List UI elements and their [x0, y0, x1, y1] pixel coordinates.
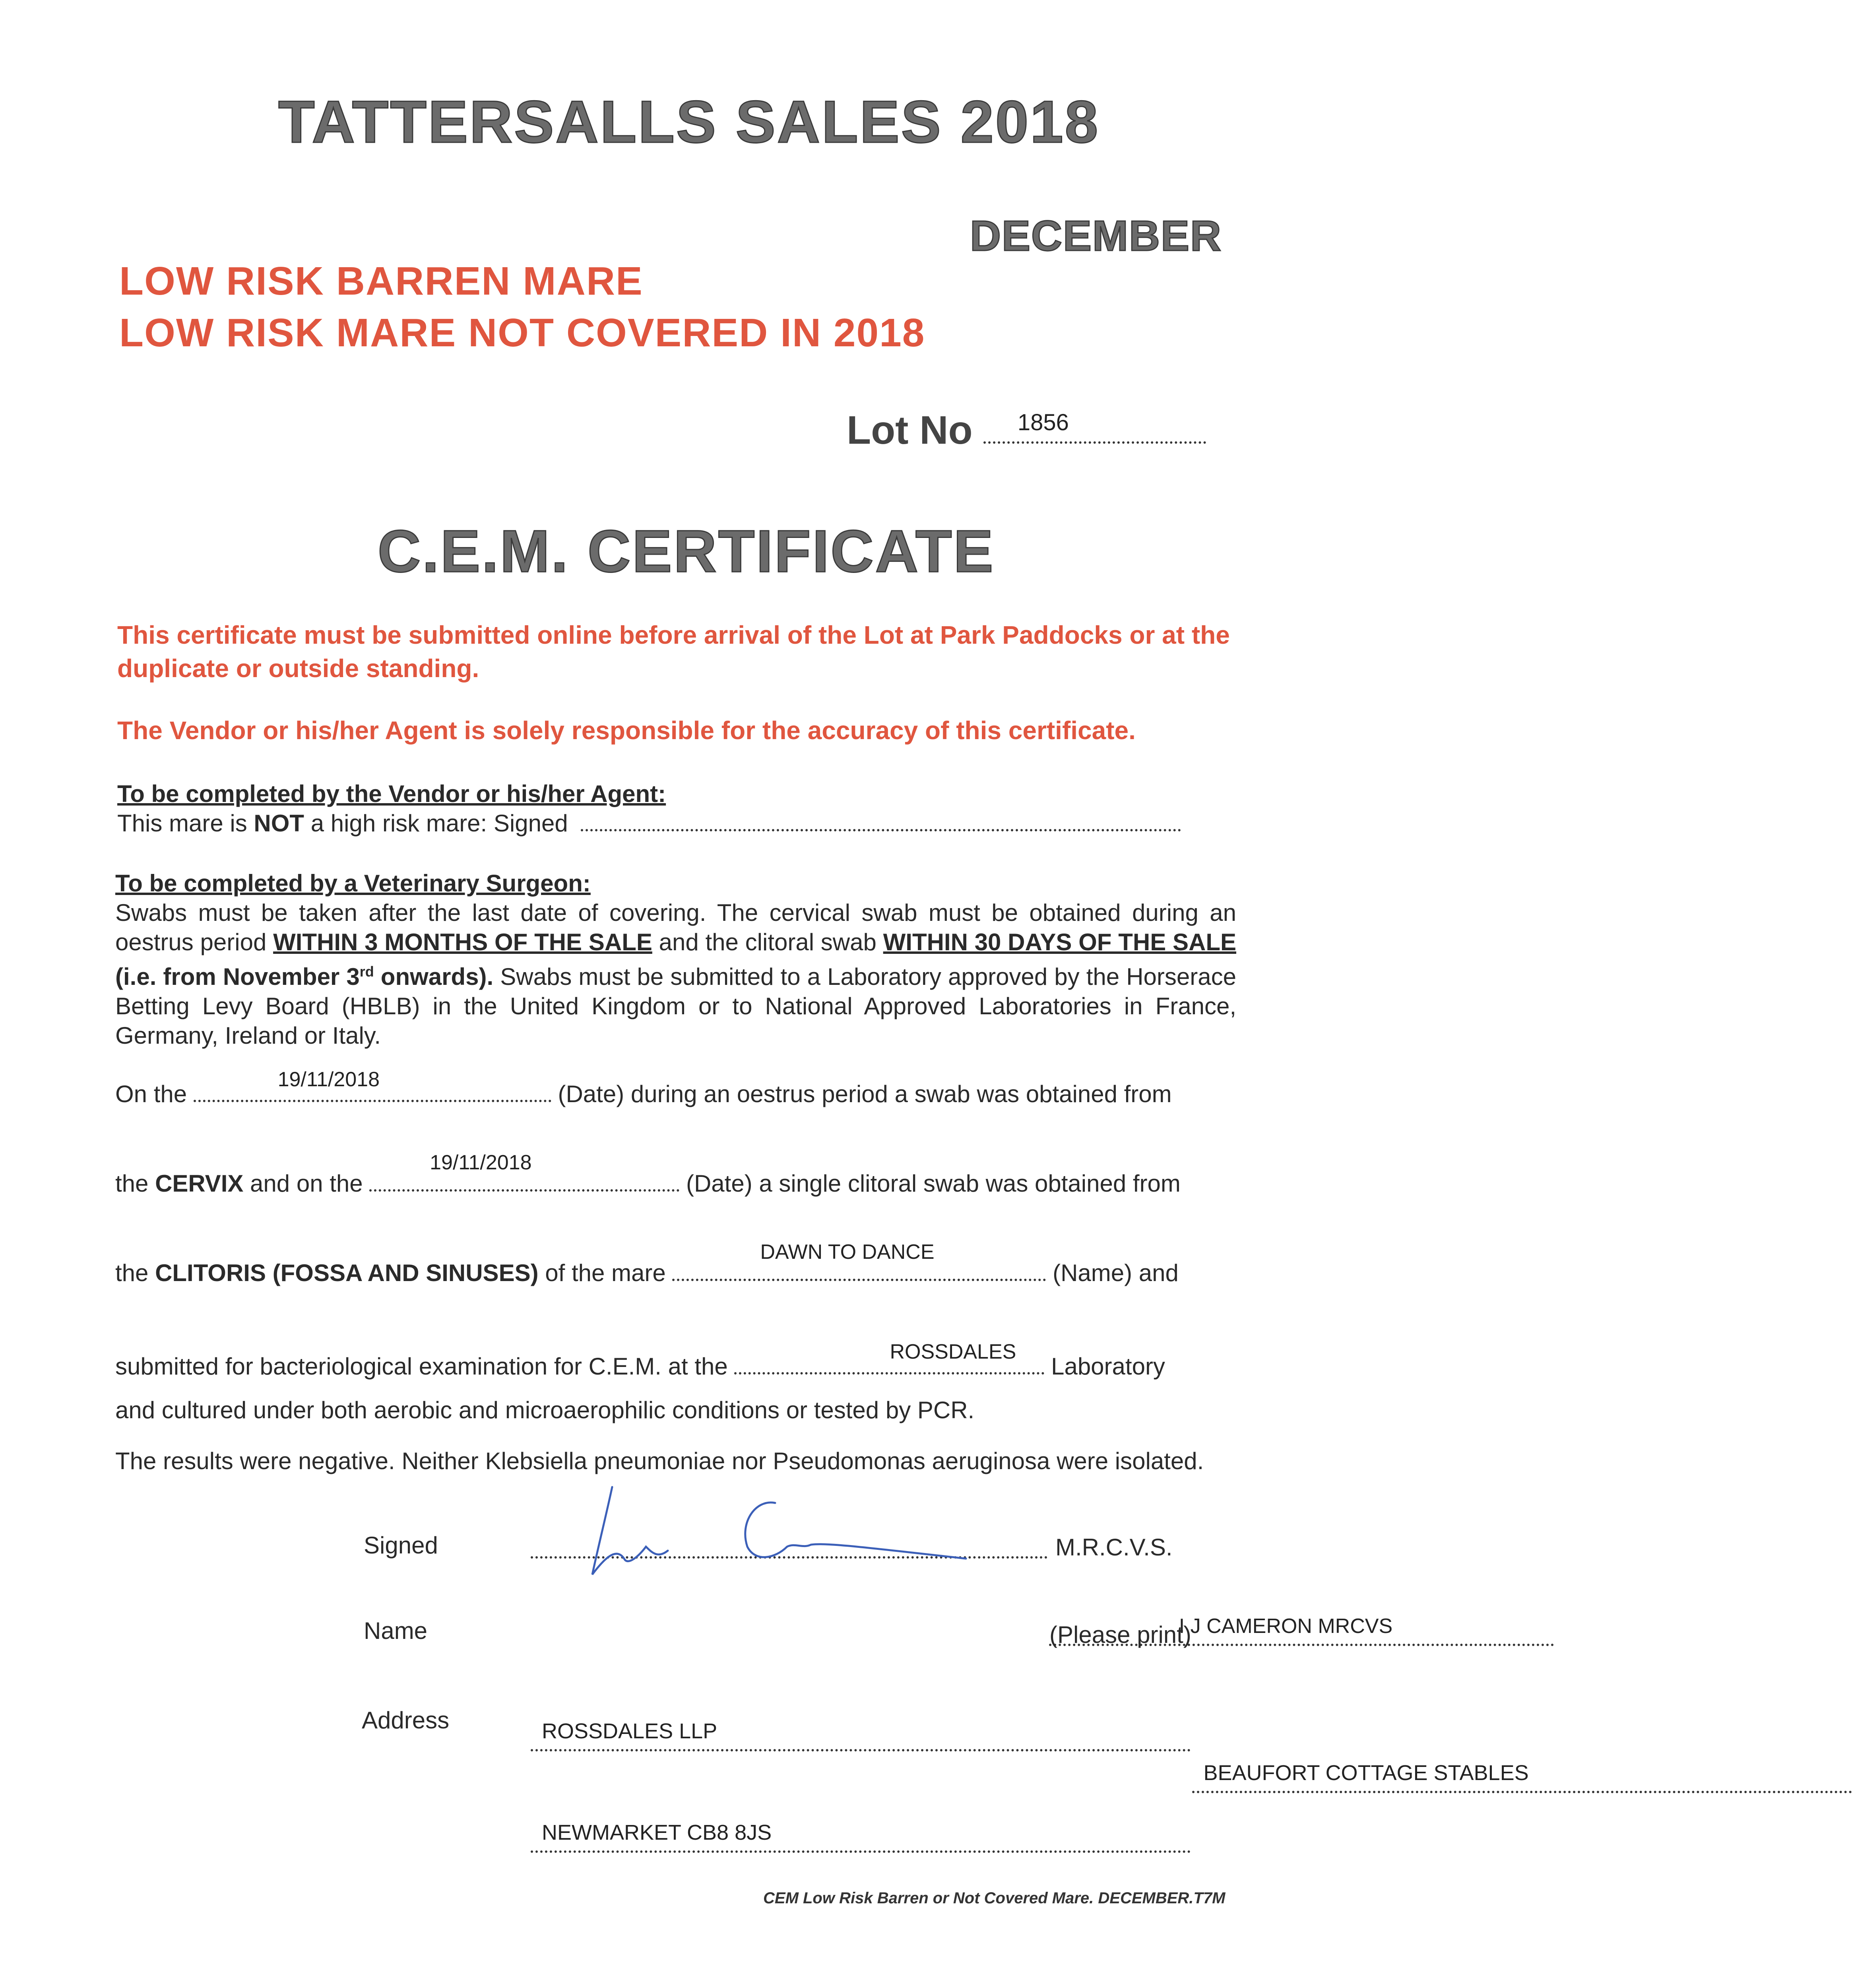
cervix-date: 19/11/2018 [277, 1068, 380, 1091]
mrcvs-suffix: M.R.C.V.S. [1055, 1534, 1173, 1561]
vet-name: I J CAMERON MRCVS [1179, 1615, 1393, 1638]
vendor-statement-pre: This mare is [117, 810, 254, 837]
vendor-statement [117, 809, 1270, 838]
category-barren: LOW RISK BARREN MARE [119, 259, 643, 303]
vendor-statement-not: NOT [254, 810, 304, 837]
address-line-2-field[interactable] [1192, 1761, 1852, 1793]
signed-label: Signed [364, 1532, 438, 1559]
vendor-heading: To be completed by the Vendor or his/her Agent: [117, 780, 666, 807]
lot-number-row [847, 406, 1206, 453]
footer-reference: CEM Low Risk Barren or Not Covered Mare. DECEMBER.T7M [763, 1889, 1226, 1907]
vet-heading: To be completed by a Veterinary Surgeon: [115, 870, 591, 897]
vendor-statement-post: a high risk mare: Signed [304, 810, 568, 837]
lot-number-field[interactable] [983, 406, 1206, 444]
lot-number-value: 1856 [1017, 410, 1069, 435]
lot-label: Lot No [847, 408, 973, 452]
clitoral-date: 19/11/2018 [430, 1151, 532, 1174]
clitoral-date-field[interactable] [369, 1151, 679, 1192]
form-line-5: and cultured under both aerobic and microaerophilic conditions or tested by PCR. [115, 1397, 975, 1423]
address-line-3-field[interactable] [531, 1821, 1191, 1853]
responsibility-notice: The Vendor or his/her Agent is solely responsible for the accuracy of this certificate. [117, 716, 1136, 745]
form-results: The results were negative. Neither Klebsiella pneumoniae nor Pseudomonas aeruginosa were isolated. [115, 1448, 1204, 1474]
sale-month: DECEMBER [970, 212, 1222, 260]
cervix-date-field[interactable] [194, 1068, 551, 1102]
vendor-section [117, 779, 1270, 838]
form-line-4: submitted for bacteriological examination for C.E.M. at the ROSSDALES Laboratory [115, 1352, 1165, 1381]
name-label: Name [364, 1617, 428, 1644]
name-hint: (Please print) [1049, 1621, 1191, 1648]
certificate-title: C.E.M. CERTIFICATE [378, 518, 995, 584]
laboratory-name: ROSSDALES [890, 1340, 1016, 1363]
vet-signature-drawing [588, 1479, 986, 1582]
category-not-covered: LOW RISK MARE NOT COVERED IN 2018 [119, 311, 925, 355]
sale-title: TATTERSALLS SALES 2018 [278, 88, 1100, 155]
address-line-2: BEAUFORT COTTAGE STABLES [1203, 1761, 1529, 1785]
submission-notice: This certificate must be submitted online before arrival of the Lot at Park Paddocks or at the duplicate or outside standing. [117, 621, 1230, 683]
form-line-1: On the 19/11/2018 (Date) during an oestrus period a swab was obtained from [115, 1079, 1172, 1109]
address-line-3: NEWMARKET CB8 8JS [542, 1821, 772, 1844]
form-line-2: the CERVIX and on the 19/11/2018 (Date) a single clitoral swab was obtained from [115, 1169, 1181, 1198]
vet-section [115, 869, 1236, 1050]
laboratory-field[interactable] [734, 1340, 1044, 1375]
mare-name-field[interactable] [672, 1241, 1046, 1281]
address-line-1: ROSSDALES LLP [542, 1719, 718, 1743]
address-line-1-field[interactable] [531, 1719, 1191, 1751]
form-line-3: the CLITORIS (FOSSA AND SINUSES) of the mare DAWN TO DANCE (Name) and [115, 1258, 1179, 1288]
vendor-signature-field[interactable] [581, 813, 1181, 831]
address-label: Address [362, 1707, 450, 1734]
vet-instructions: Swabs must be taken after the last date of covering. The cervical swab must be obtained during an oestrus period WITHIN 3 MONTHS OF THE SALE and the clitoral swab WITHIN 30 DAYS OF THE SALE (i.e. from November 3rd onwards). Swabs must be submitted to a Laboratory approved by the Horserace Betting Levy Board (HBLB) in the United Kingdom or to National Approved Laboratories in France, Germany, Ireland or Italy. [115, 899, 1237, 1049]
mare-name: DAWN TO DANCE [760, 1241, 935, 1264]
